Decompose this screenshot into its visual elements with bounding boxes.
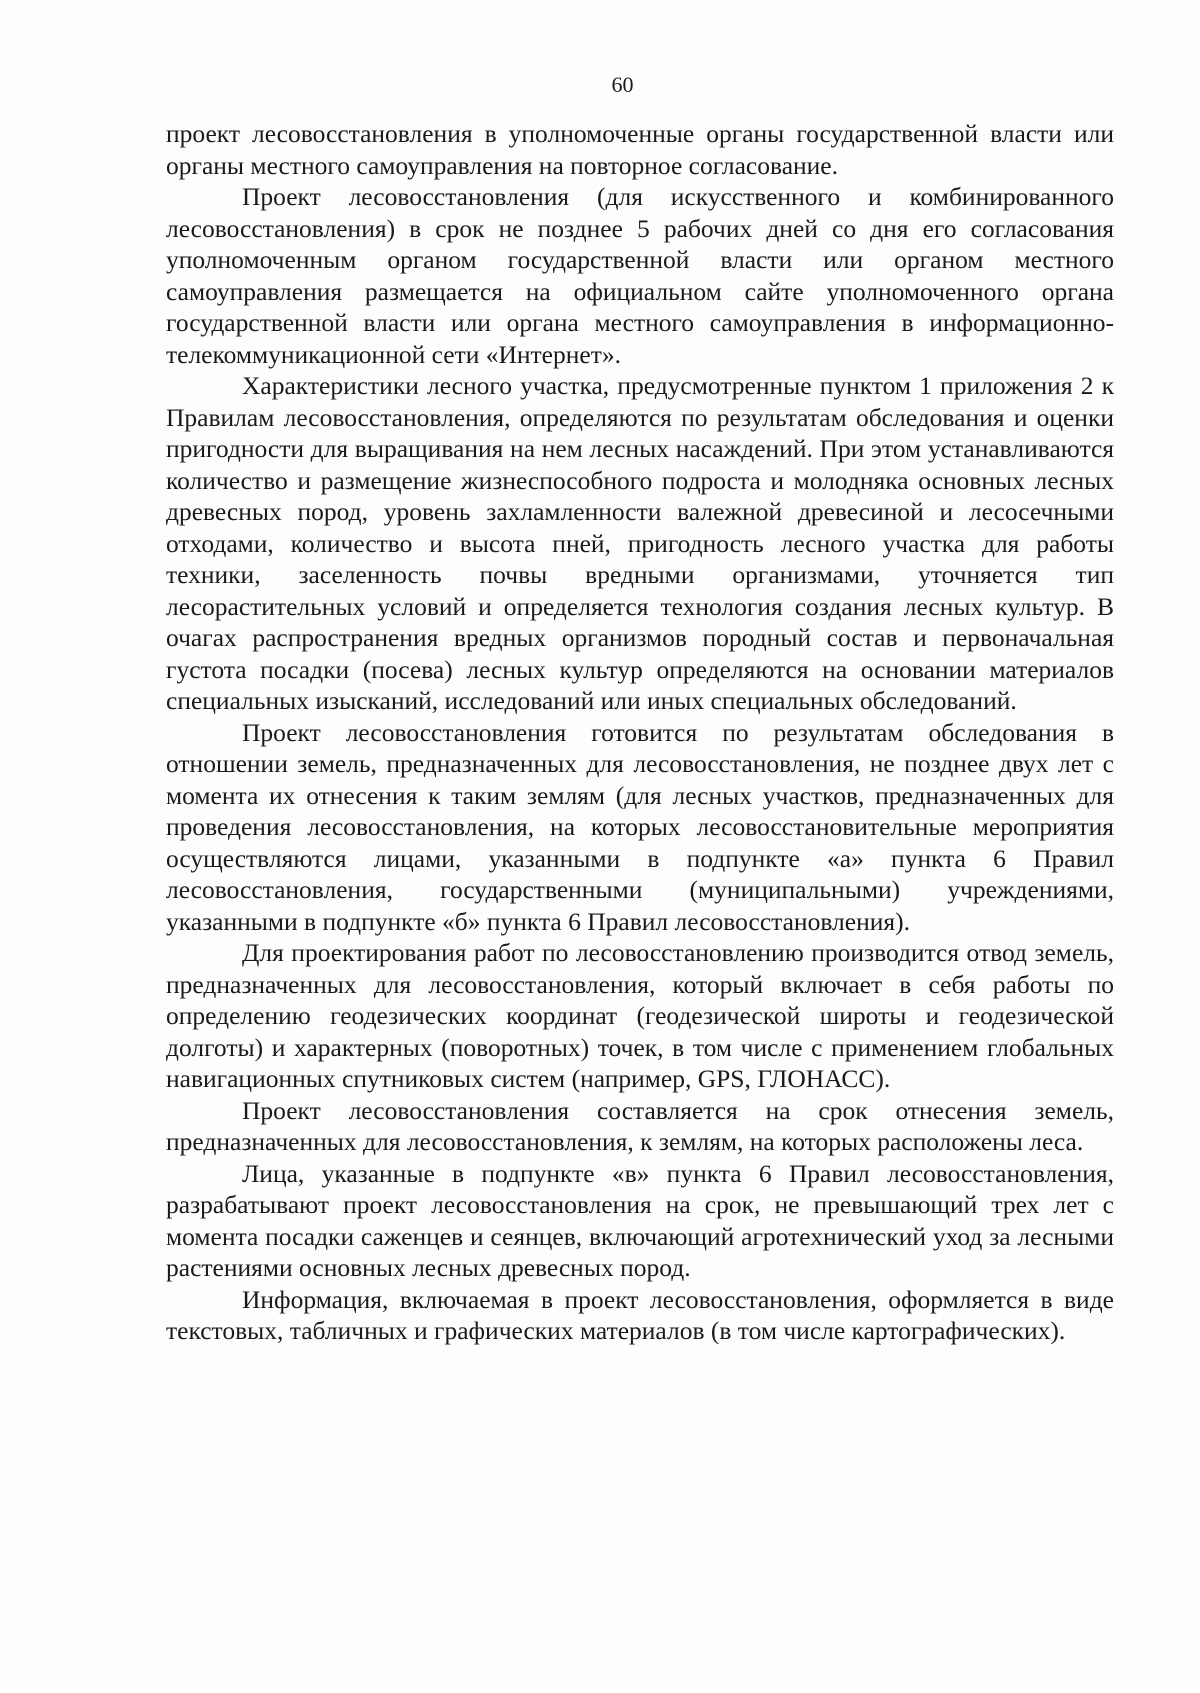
paragraph-project-term: Проект лесовосстановления составляется на срок отнесения земель, предназначенных для лесовосстановления, к землям, на которых расположены леса. xyxy=(166,1095,1114,1156)
paragraph-continuation: проект лесовосстановления в уполномоченные органы государственной власти или органы местного самоуправления на повторное согласование. xyxy=(166,119,1114,180)
page-number: 60 xyxy=(611,72,634,97)
paragraph-land-allocation: Для проектирования работ по лесовосстановлению производится отвод земель, предназначенных для лесовосстановления, который включает в себя работы по определению геодезических координат (геодезической широты и геодезической долготы) и характерных (поворотных) точек, в том числе с применением глобальных навигационных спутниковых систем (например, GPS, ГЛОНАСС). xyxy=(166,938,1114,1093)
paragraph-project-publication: Проект лесовосстановления (для искусственного и комбинированного лесовосстановления) в срок не позднее 5 рабочих дней со дня его согласования уполномоченным органом государственной власти или органом местного самоуправления размещается на официальном сайте уполномоченного органа государственной власти или органа местного самоуправления в информационно-телекоммуникационной сети «Интернет». xyxy=(166,182,1114,369)
document-body xyxy=(166,118,1114,1347)
paragraph-project-materials: Информация, включаемая в проект лесовосстановления, оформляется в виде текстовых, табличных и графических материалов (в том числе картографических). xyxy=(166,1284,1114,1345)
paragraph-persons-project: Лица, указанные в подпункте «в» пункта 6 Правил лесовосстановления, разрабатывают проект лесовосстановления на срок, не превышающий трех лет с момента посадки саженцев и сеянцев, включающий агротехнический уход за лесными растениями основных лесных древесных пород. xyxy=(166,1158,1114,1282)
paragraph-site-characteristics: Характеристики лесного участка, предусмотренные пунктом 1 приложения 2 к Правилам лесовосстановления, определяются по результатам обследования и оценки пригодности для выращивания на нем лесных насаждений. При этом устанавливаются количество и размещение жизнеспособного подроста и молодняка основных лесных древесных пород, уровень захламленности валежной древесиной и лесосечными отходами, количество и высота пней, пригодность лесного участка для работы техники, заселенность почвы вредными организмами, уточняется тип лесорастительных условий и определяется технология создания лесных культур. В очагах распространения вредных организмов породный состав и первоначальная густота посадки (посева) лесных культур определяются на основании материалов специальных изысканий, исследований или иных специальных обследований. xyxy=(166,371,1114,715)
paragraph-project-preparation: Проект лесовосстановления готовится по результатам обследования в отношении земель, предназначенных для лесовосстановления, не позднее двух лет с момента их отнесения к таким землям (для лесных участков, предназначенных для проведения лесовосстановления, на которых лесовосстановительные мероприятия осуществляются лицами, указанными в подпункте «а» пункта 6 Правил лесовосстановления, государственными (муниципальными) учреждениями, указанными в подпункте «б» пункта 6 Правил лесовосстановления). xyxy=(166,717,1114,936)
